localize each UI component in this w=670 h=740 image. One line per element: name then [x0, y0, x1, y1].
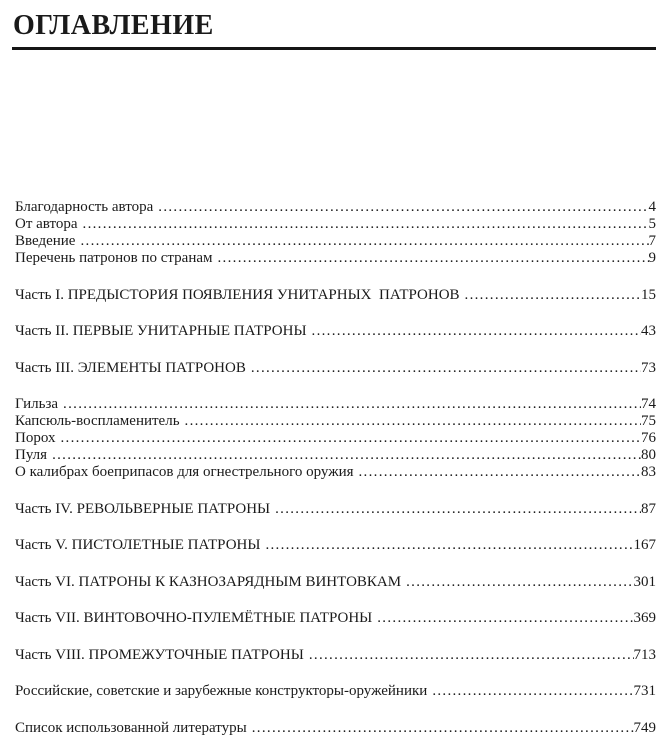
dot-leader [218, 250, 649, 267]
toc-entry [15, 574, 656, 591]
toc-entry [15, 647, 656, 664]
dot-leader [377, 610, 633, 627]
toc-entry-label: Введение [15, 233, 76, 249]
dot-leader [80, 233, 648, 250]
toc-entry [15, 610, 656, 627]
toc-entry-page: 5 [648, 216, 656, 232]
toc-entry [15, 447, 656, 464]
toc-entry-page: 87 [641, 500, 656, 517]
toc-entry-label: Часть I. ПРЕДЫСТОРИЯ ПОЯВЛЕНИЯ УНИТАРНЫХ ПАТРОНОВ [15, 286, 460, 303]
dot-leader [185, 413, 641, 430]
toc-entry-label: Список использованной литературы [15, 719, 247, 736]
toc-entry-page: 73 [641, 359, 656, 376]
dot-leader [252, 720, 634, 737]
toc-entry-label: Пуля [15, 447, 48, 463]
toc-entry-page: 4 [648, 199, 656, 215]
toc-entry [15, 323, 656, 340]
toc-entry [15, 287, 656, 304]
dot-leader [312, 323, 641, 340]
toc-entry [15, 413, 656, 430]
toc-entry-label: Часть V. ПИСТОЛЕТНЫЕ ПАТРОНЫ [15, 537, 261, 553]
toc-entry-page: 80 [641, 447, 656, 463]
toc-entry [15, 360, 656, 377]
toc-entry-page: 83 [641, 464, 656, 480]
toc-entry [15, 199, 656, 216]
toc-entry-label: Российские, советские и зарубежные конструкторы-оружейники [15, 683, 428, 699]
toc-entry-page: 9 [648, 250, 656, 266]
toc-entry [15, 501, 656, 518]
toc-entry-label: Часть IV. РЕВОЛЬВЕРНЫЕ ПАТРОНЫ [15, 500, 271, 517]
toc-entry-label: О калибрах боеприпасов для огнестрельного оружия [15, 464, 354, 480]
toc-entry-page: 749 [633, 719, 656, 736]
toc-entry-label: Порох [15, 430, 56, 446]
toc-entry-label: Часть VIII. ПРОМЕЖУТОЧНЫЕ ПАТРОНЫ [15, 646, 304, 663]
toc-entry-page: 167 [633, 537, 656, 553]
toc-entry [15, 683, 656, 700]
dot-leader [265, 537, 633, 554]
toc-entry-page: 74 [641, 396, 656, 412]
toc-entry-page: 713 [633, 646, 656, 663]
dot-leader [432, 683, 633, 700]
toc-entry-label: Благодарность автора [15, 199, 154, 215]
toc-entry-label: Часть III. ЭЛЕМЕНТЫ ПАТРОНОВ [15, 359, 246, 376]
toc-entry-label: Гильза [15, 396, 59, 412]
toc-entry-page: 301 [633, 573, 656, 590]
dot-leader [251, 360, 641, 377]
toc-entry-label: Перечень патронов по странам [15, 250, 213, 266]
toc-entry-label: Часть II. ПЕРВЫЕ УНИТАРНЫЕ ПАТРОНЫ [15, 323, 307, 339]
toc-entry [15, 464, 656, 481]
toc-entry-page: 15 [641, 286, 656, 303]
toc-entry-label: Часть VII. ВИНТОВОЧНО-ПУЛЕМЁТНЫЕ ПАТРОНЫ [15, 610, 373, 626]
toc-list [15, 199, 656, 737]
dot-leader [63, 396, 641, 413]
toc-entry-label: От автора [15, 216, 78, 232]
toc-entry [15, 396, 656, 413]
page-title: ОГЛАВЛЕНИЕ [13, 10, 214, 41]
toc-entry-page: 7 [648, 233, 656, 249]
toc-entry [15, 233, 656, 250]
dot-leader [83, 216, 649, 233]
toc-entry-page: 76 [641, 430, 656, 446]
dot-leader [52, 447, 641, 464]
toc-entry [15, 250, 656, 267]
dot-leader [60, 430, 641, 447]
toc-entry [15, 216, 656, 233]
toc-entry-page: 369 [633, 610, 656, 626]
toc-entry-page: 43 [641, 323, 656, 339]
dot-leader [465, 287, 641, 304]
toc-entry [15, 537, 656, 554]
title-rule [12, 47, 656, 50]
toc-entry-label: Капсюль-воспламенитель [15, 413, 180, 429]
dot-leader [309, 647, 634, 664]
toc-entry [15, 430, 656, 447]
dot-leader [158, 199, 648, 216]
dot-leader [275, 501, 641, 518]
toc-entry [15, 720, 656, 737]
dot-leader [359, 464, 642, 481]
toc-entry-page: 75 [641, 413, 656, 429]
toc-entry-page: 731 [633, 683, 656, 699]
toc-entry-label: Часть VI. ПАТРОНЫ К КАЗНОЗАРЯДНЫМ ВИНТОВКАМ [15, 573, 402, 590]
dot-leader [406, 574, 633, 591]
